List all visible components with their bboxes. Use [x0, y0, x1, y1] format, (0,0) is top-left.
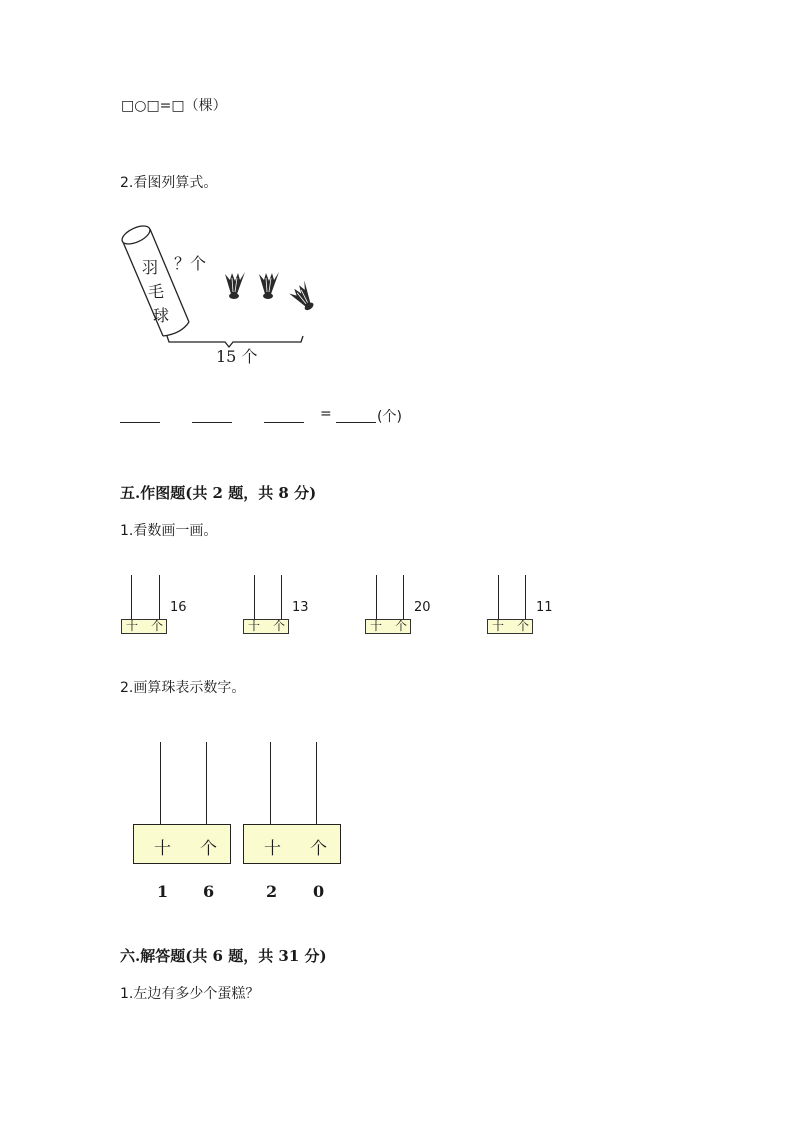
target-number: 20	[414, 600, 431, 615]
place-value-box	[365, 619, 411, 634]
tube-label-char: 毛	[148, 282, 165, 301]
total-count-label: 15 个	[216, 347, 258, 366]
target-number: 13	[292, 600, 309, 615]
question-title: 1.看数画一画。	[120, 523, 218, 539]
section-heading: 六.解答题(共 6 题，共 31 分)	[120, 947, 327, 965]
tens-label: 十	[154, 839, 171, 859]
place-value-box	[243, 824, 341, 864]
answer-blank[interactable]	[192, 422, 232, 423]
shuttlecock-icon	[225, 272, 245, 299]
place-value-box	[133, 824, 231, 864]
ones-label: 个	[200, 839, 217, 859]
answer-blank[interactable]	[120, 422, 160, 423]
answer-blank[interactable]	[336, 422, 376, 423]
place-value-box	[487, 619, 533, 634]
tens-label: 十	[264, 839, 281, 859]
tens-label: 十	[370, 619, 383, 633]
digit-label: 0	[313, 882, 325, 901]
tens-label: 十	[492, 619, 505, 633]
unknown-count-label: ？个	[174, 254, 207, 273]
tens-label: 十	[248, 619, 261, 633]
section-heading: 五.作图题(共 2 题，共 8 分)	[120, 484, 317, 502]
tens-label: 十	[126, 619, 139, 633]
ones-label: 个	[310, 839, 327, 859]
formula-template: □○□=□（棵）	[121, 98, 227, 114]
digit-label: 6	[203, 882, 215, 901]
digit-label: 1	[157, 882, 169, 901]
digit-label: 2	[266, 882, 278, 901]
tube-label-char: 羽	[142, 258, 159, 277]
question-title: 1.左边有多少个蛋糕？	[120, 986, 260, 1002]
equals-sign: =	[320, 406, 332, 422]
shuttlecock-icon	[259, 272, 279, 299]
place-value-box	[243, 619, 289, 634]
ones-label: 个	[517, 619, 530, 633]
target-number: 11	[536, 600, 553, 615]
ones-label: 个	[273, 619, 286, 633]
ones-label: 个	[395, 619, 408, 633]
place-value-box	[121, 619, 167, 634]
question-2-title: 2.看图列算式。	[120, 175, 218, 191]
ones-label: 个	[151, 619, 164, 633]
shuttlecock-icon	[288, 280, 320, 314]
unit-label: (个)	[377, 409, 402, 425]
answer-blank[interactable]	[264, 422, 304, 423]
question-title: 2.画算珠表示数字。	[120, 680, 246, 696]
target-number: 16	[170, 600, 187, 615]
tube-label-char: 球	[153, 306, 170, 325]
